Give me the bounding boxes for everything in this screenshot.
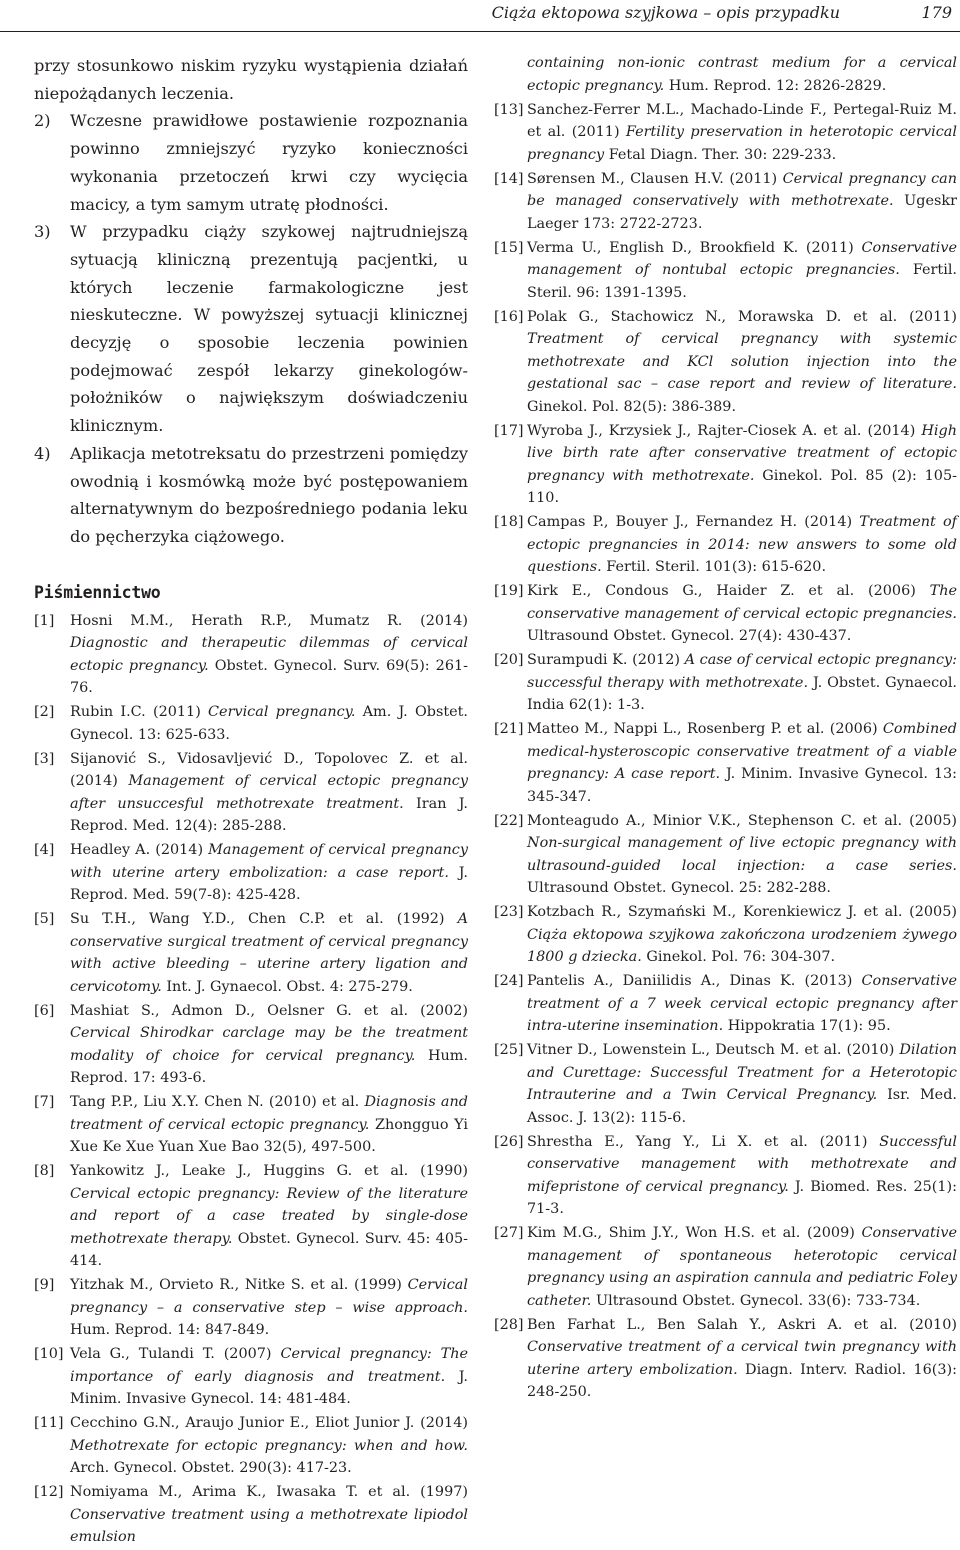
list-item-text: Aplikacja metotreksatu do przestrzeni pomiędzy owodnią i kosmówką może być postępowaniem alternatywnym do bezpośredniego podania leku do pęcherzyka ciążowego. xyxy=(70,443,468,546)
reference-authors: Kirk E., Condous G., Haider Z. et al. (2006) xyxy=(527,583,930,599)
reference-item xyxy=(34,1000,468,1090)
reference-number: [11] xyxy=(34,1415,64,1432)
reference-number: [14] xyxy=(494,170,524,187)
reference-authors: Cecchino G.N., Araujo Junior E., Eliot Junior J. (2014) xyxy=(70,1415,468,1432)
reference-item xyxy=(494,99,957,167)
reference-source: Obstet. Gynecol. Surv. 69(5): 261-76. xyxy=(70,657,468,697)
reference-item xyxy=(494,718,957,808)
reference-number: [9] xyxy=(34,1277,55,1294)
reference-number: [4] xyxy=(34,842,55,859)
reference-source: Ginekol. Pol. 82(5): 386-389. xyxy=(527,398,737,415)
reference-source: Ultrasound Obstet. Gynecol. 25: 282-288. xyxy=(527,880,831,896)
reference-number: [23] xyxy=(494,904,524,920)
reference-title: Management of cervical pregnancy with uterine artery embolization: a case report. xyxy=(70,842,468,881)
reference-number: [16] xyxy=(494,308,524,325)
reference-title: Conservative treatment of a 7 week cervical ectopic pregnancy after intra-uterine insemination. xyxy=(527,973,957,1034)
reference-source: Ginekol. Pol. 85 (2): 105-110. xyxy=(527,467,957,506)
reference-title: Treatment of ectopic pregnancies in 2014: new answers to some old questions. xyxy=(527,514,957,575)
reference-source: Isr. Med. Assoc. J. 13(2): 115-6. xyxy=(527,1087,957,1126)
reference-number: [3] xyxy=(34,750,55,767)
reference-item xyxy=(34,748,468,838)
reference-title: Ciąża ektopowa szyjkowa zakończona urodzeniem żywego 1800 g dziecka. xyxy=(527,926,957,965)
right-column xyxy=(494,52,957,1405)
reference-number: [22] xyxy=(494,812,524,829)
list-item-number: 3) xyxy=(34,222,51,242)
reference-list-right xyxy=(494,99,957,1404)
reference-authors: Sørensen M., Clausen H.V. (2011) xyxy=(527,170,783,187)
reference-authors: Verma U., English D., Brookfield K. (2011) xyxy=(527,239,862,256)
reference-source: J. Minim. Invasive Gynecol. 13: 345-347. xyxy=(527,766,958,805)
page-header xyxy=(0,0,960,32)
reference-item xyxy=(494,1131,957,1221)
reference-number: [21] xyxy=(494,721,524,737)
reference-authors: Sanchez-Ferrer M.L., Machado-Linde F., Pertegal-Ruiz M. et al. (2011) xyxy=(527,101,957,140)
reference-authors: Ben Farhat L., Ben Salah Y., Askri A. et al. (2010) xyxy=(527,1316,957,1333)
reference-authors: Surampudi K. (2012) xyxy=(527,652,685,668)
reference-number: [8] xyxy=(34,1163,55,1180)
list-item-number: 4) xyxy=(34,443,51,463)
page-number: 179 xyxy=(921,3,952,22)
reference-authors: Hosni M.M., Herath R.P., Mumatz R. (2014) xyxy=(70,612,468,629)
list-item-text: Wczesne prawidłowe postawienie rozpoznania powinno zmniejszyć ryzyko konieczności wykonania przetoczeń krwi czy wycięcia macicy, a tym samym utratę płodności. xyxy=(70,111,468,214)
reference-number: [28] xyxy=(494,1316,524,1333)
reference-item xyxy=(494,1222,957,1312)
running-title: Ciąża ektopowa szyjkowa – opis przypadku xyxy=(491,3,840,22)
reference-title: Methotrexate for ectopic pregnancy: when and how. xyxy=(70,1437,468,1454)
reference-source: J. Obstet. Gynaecol. India 62(1): 1-3. xyxy=(527,674,957,713)
reference-title: Cervical Shirodkar carclage may be the treatment modality of choice for cervical pregnancy. xyxy=(70,1025,468,1064)
reference-title: Cervical ectopic pregnancy: Review of the literature and report of a case treated by single-dose methotrexate therapy. xyxy=(70,1185,468,1247)
reference-source: Ugeskr Laeger 173: 2722-2723. xyxy=(527,193,957,232)
reference-item xyxy=(494,970,957,1038)
reference-authors: Su T.H., Wang Y.D., Chen C.P. et al. (1992) xyxy=(70,911,458,928)
reference-number: [7] xyxy=(34,1094,55,1111)
reference-number: [19] xyxy=(494,583,524,599)
reference-number: [26] xyxy=(494,1133,524,1150)
reference-title: The conservative management of cervical ectopic pregnancies. xyxy=(527,583,957,622)
reference-item xyxy=(34,1160,468,1273)
reference-authors: Campas P., Bouyer J., Fernandez H. (2014) xyxy=(527,514,860,530)
reference-item xyxy=(34,908,468,998)
reference-number: [17] xyxy=(494,422,524,439)
reference-authors: Polak G., Stachowicz N., Morawska D. et al. (2011) xyxy=(527,308,957,325)
reference-item xyxy=(34,839,468,907)
list-item xyxy=(34,440,468,551)
reference-title: Dilation and Curettage: Successful Treatment for a Heterotopic Intrauterine and a Twin Cervical Pregnancy. xyxy=(527,1042,957,1103)
list-item xyxy=(34,107,468,218)
reference-title: Diagnosis and treatment of cervical ectopic pregnancy. xyxy=(70,1094,468,1133)
reference-list-left xyxy=(34,610,468,1549)
reference-number: [6] xyxy=(34,1002,55,1019)
reference-authors: Kotzbach R., Szymański M., Korenkiewicz J. et al. (2005) xyxy=(527,904,957,920)
reference-item xyxy=(34,1343,468,1411)
reference-title: A case of cervical ectopic pregnancy: successful therapy with methotrexate. xyxy=(527,652,957,691)
reference-item xyxy=(494,237,957,305)
list-item xyxy=(34,218,468,440)
reference-title: Conservative management of nontubal ectopic pregnancies. xyxy=(527,239,957,278)
reference-number: [12] xyxy=(34,1484,64,1501)
reference-number: [24] xyxy=(494,973,524,989)
reference-authors: Kim M.G., Shim J.Y., Won H.S. et al. (2009) xyxy=(527,1225,862,1241)
reference-source: Hum. Reprod. 14: 847-849. xyxy=(70,1322,270,1339)
reference-title: Diagnostic and therapeutic dilemmas of cervical ectopic pregnancy. xyxy=(70,635,468,674)
reference-source: Ginekol. Pol. 76: 304-307. xyxy=(641,949,836,965)
reference-title: Cervical pregnancy: The importance of early diagnosis and treatment. xyxy=(70,1346,468,1385)
reference-title: Non-surgical management of live ectopic pregnancy with ultrasound-guided local injection: a case series. xyxy=(527,835,957,874)
reference-item xyxy=(494,810,957,900)
reference-authors: Vitner D., Lowenstein L., Deutsch M. et al. (2010) xyxy=(527,1042,900,1058)
reference-source: Am. J. Obstet. Gynecol. 13: 625-633. xyxy=(70,704,468,743)
reference-source: Int. J. Gynaecol. Obst. 4: 275-279. xyxy=(161,978,413,995)
reference-item xyxy=(34,1091,468,1159)
reference-source: Zhongguo Yi Xue Ke Xue Yuan Xue Bao 32(5), 497-500. xyxy=(70,1116,468,1156)
reference-item xyxy=(494,306,957,419)
reference-item xyxy=(34,1274,468,1342)
reference-authors: Nomiyama M., Arima K., Iwasaka T. et al. (1997) xyxy=(70,1484,468,1501)
reference-source: Arch. Gynecol. Obstet. 290(3): 417-23. xyxy=(70,1460,352,1477)
reference-source: J. Minim. Invasive Gynecol. 14: 481-484. xyxy=(70,1368,468,1408)
reference-authors: Pantelis A., Daniilidis A., Dinas K. (2013) xyxy=(527,973,862,989)
reference-item xyxy=(34,610,468,700)
reference-authors: Headley A. (2014) xyxy=(70,842,209,859)
reference-item xyxy=(34,1412,468,1480)
reference-source: Hum. Reprod. 12: 2826-2829. xyxy=(664,77,887,94)
reference-authors: Mashiat S., Admon D., Oelsner G. et al. (2002) xyxy=(70,1002,468,1019)
reference-source: Hum. Reprod. 17: 493-6. xyxy=(70,1047,468,1087)
reference-source: Fetal Diagn. Ther. 30: 229-233. xyxy=(604,146,837,163)
reference-number: [2] xyxy=(34,704,55,721)
reference-authors: Vela G., Tulandi T. (2007) xyxy=(70,1346,281,1363)
reference-authors: Yankowitz J., Leake J., Huggins G. et al. (1990) xyxy=(70,1163,468,1180)
reference-title: Management of cervical ectopic pregnancy after unsuccesful methotrexate treatment. xyxy=(70,773,468,812)
reference-title: Combined medical-hysteroscopic conservative treatment of a viable pregnancy: A case report. xyxy=(527,721,957,782)
reference-source: Fertil. Steril. 101(3): 615-620. xyxy=(601,559,827,575)
reference-authors: Sijanović S., Vidosavljević D., Topolovec Z. et al. (2014) xyxy=(70,750,468,790)
reference-source: Diagn. Interv. Radiol. 16(3): 248-250. xyxy=(527,1361,957,1400)
reference-title: Fertility preservation in heterotopic cervical pregnancy xyxy=(527,124,957,163)
intro-continuation: przy stosunkowo niskim ryzyku wystąpienia działań niepożądanych leczenia. xyxy=(34,56,468,103)
reference-item xyxy=(494,1314,957,1404)
reference-item xyxy=(494,901,957,969)
reference-number: [13] xyxy=(494,101,524,118)
reference-title: Treatment of cervical pregnancy with systemic methotrexate and KCl solution injection into the gestational sac – case report and review of literature. xyxy=(527,331,957,392)
reference-authors: Yitzhak M., Orvieto R., Nitke S. et al. (1999) xyxy=(70,1277,408,1294)
reference-authors: Rubin I.C. (2011) xyxy=(70,704,209,721)
reference-item xyxy=(494,511,957,579)
reference-item xyxy=(494,580,957,648)
reference-authors: Shrestha E., Yang Y., Li X. et al. (2011) xyxy=(527,1133,880,1150)
reference-authors: Matteo M., Nappi L., Rosenberg P. et al. (2006) xyxy=(527,721,883,737)
reference-title: A conservative surgical treatment of cervical pregnancy with active bleeding – uterine artery ligation and cervicotomy. xyxy=(70,911,468,995)
reference-item xyxy=(494,649,957,717)
reference-item xyxy=(494,168,957,236)
reference-title: Cervical pregnancy can be managed conservatively with methotrexate. xyxy=(527,170,958,209)
reference-source: Obstet. Gynecol. Surv. 45: 405-414. xyxy=(70,1230,469,1270)
reference-number: [27] xyxy=(494,1225,524,1241)
reference-title: Conservative treatment using a methotrexate lipiodol emulsion xyxy=(70,1506,468,1546)
reference-source: Ultrasound Obstet. Gynecol. 33(6): 733-734. xyxy=(591,1292,921,1309)
list-item-text: W przypadku ciąży szykowej najtrudniejszą sytuacją kliniczną prezentują pacjentki, u których leczenie farmakologiczne jest nieskuteczne. W powyższej sytuacji klinicznej decyzję o sposobie leczenia powinien podejmować zespół lekarzy ginekologów-położników o największym doświadczeniu klinicznym. xyxy=(70,222,468,436)
reference-item xyxy=(34,701,468,746)
reference-item xyxy=(494,420,957,510)
left-column xyxy=(34,52,468,1550)
reference-continuation xyxy=(494,52,957,97)
reference-title: Successful conservative management with methotrexate and mifepristone of cervical pregnancy. xyxy=(527,1133,957,1195)
references-heading: Piśmiennictwo xyxy=(34,582,161,602)
reference-source: Ultrasound Obstet. Gynecol. 27(4): 430-437. xyxy=(527,628,852,644)
reference-source: Iran J. Reprod. Med. 12(4): 285-288. xyxy=(70,795,468,835)
reference-source: Fertil. Steril. 96: 1391-1395. xyxy=(527,262,957,301)
reference-number: [25] xyxy=(494,1042,524,1058)
reference-authors: Wyroba J., Krzysiek J., Rajter-Ciosek A. et al. (2014) xyxy=(527,422,922,439)
reference-item xyxy=(494,1039,957,1129)
reference-number: [10] xyxy=(34,1346,64,1363)
list-item-number: 2) xyxy=(34,111,51,131)
reference-title: Cervical pregnancy – a conservative step – wise approach. xyxy=(70,1277,468,1316)
reference-title: Cervical pregnancy. xyxy=(208,704,356,721)
reference-authors: Monteagudo A., Minior V.K., Stephenson C. et al. (2005) xyxy=(527,812,957,829)
reference-number: [20] xyxy=(494,652,524,668)
reference-source: J. Biomed. Res. 25(1): 71-3. xyxy=(527,1178,957,1217)
reference-source: Hippokratia 17(1): 95. xyxy=(723,1018,891,1034)
reference-authors: Tang P.P., Liu X.Y. Chen N. (2010) et al. xyxy=(70,1094,365,1111)
reference-number: [5] xyxy=(34,911,55,928)
reference-title: containing non-ionic contrast medium for a cervical ectopic pregnancy. xyxy=(527,55,957,94)
reference-number: [1] xyxy=(34,612,55,629)
reference-title: Conservative management of spontaneous heterotopic cervical pregnancy using an aspiration cannula and pediatric Foley catheter. xyxy=(527,1225,957,1309)
reference-source: J. Reprod. Med. 59(7-8): 425-428. xyxy=(70,864,468,904)
reference-number: [15] xyxy=(494,239,524,256)
reference-title: Conservative treatment of a cervical twin pregnancy with uterine artery embolization. xyxy=(527,1339,957,1378)
reference-item xyxy=(34,1481,468,1549)
reference-number: [18] xyxy=(494,514,524,530)
reference-title: High live birth rate after conservative treatment of ectopic pregnancy with methotrexate. xyxy=(527,422,957,484)
